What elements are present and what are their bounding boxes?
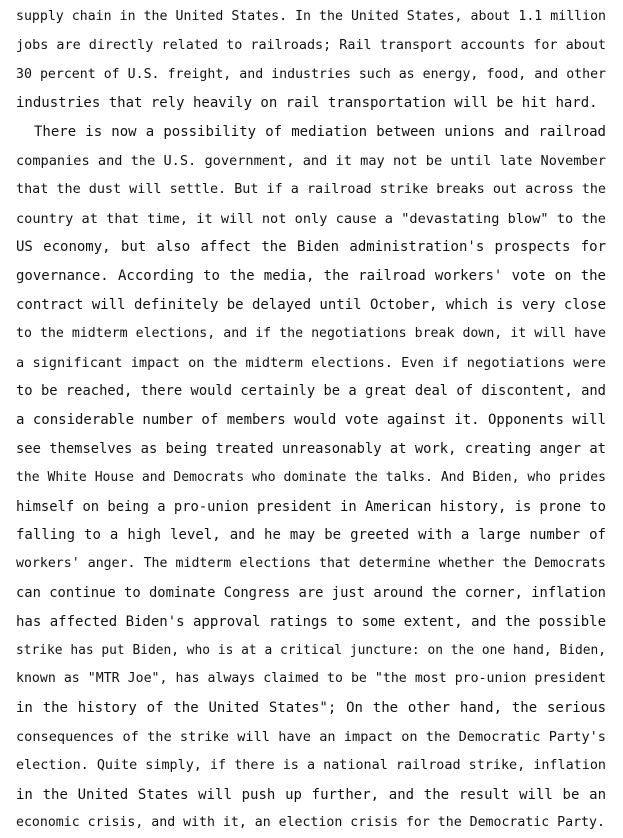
text-line-4: industries that rely heavily on rail transportation will be hit hard. — [16, 95, 598, 112]
text-line-28: in the United States will push up further, and the result will be an — [16, 786, 606, 803]
text-line-14: to be reached, there would certainly be a great deal of discontent, and — [16, 383, 606, 400]
text-line-20: workers' anger. The midterm elections that determine whether the Democrats — [16, 556, 606, 572]
text-line-17: the White House and Democrats who dominate the talks. And Biden, who prides — [16, 469, 606, 485]
text-line-19: falling to a high level, and he may be greeted with a large number of — [16, 527, 606, 544]
text-line-15: a considerable number of members would vote against it. Opponents will — [16, 412, 607, 429]
text-line-3: 30 percent of U.S. freight, and industries such as energy, food, and other — [16, 66, 606, 82]
text-line-10: governance. According to the media, the railroad workers' vote on the — [16, 268, 606, 285]
text-line-24: known as "MTR Joe", has always claimed to be "the most pro-union president — [16, 671, 606, 687]
text-line-12: to the midterm elections, and if the negotiations break down, it will have — [16, 325, 606, 341]
text-line-11: contract will definitely be delayed until October, which is very close — [16, 296, 607, 313]
text-line-16: see themselves as being treated unreasonably at work, creating anger at — [16, 440, 606, 457]
article-text — [16, 3, 606, 838]
text-line-21: can continue to dominate Congress are just around the corner, inflation — [16, 584, 606, 601]
text-line-13: a significant impact on the midterm elections. Even if negotiations were — [16, 354, 606, 371]
text-line-2: jobs are directly related to railroads; Rail transport accounts for about — [16, 37, 606, 53]
text-line-6: companies and the U.S. government, and it may not be until late November — [16, 152, 606, 169]
text-line-7: that the dust will settle. But if a railroad strike breaks out across the — [16, 181, 606, 197]
text-line-29: economic crisis, and with it, an election crisis for the Democratic Party. — [16, 815, 605, 831]
text-line-22: has affected Biden's approval ratings to some extent, and the possible — [16, 613, 607, 630]
text-line-23: strike has put Biden, who is at a critical juncture: on the one hand, Biden, — [16, 642, 606, 658]
text-line-5: There is now a possibility of mediation between unions and railroad — [34, 124, 606, 141]
text-line-8: country at that time, it will not only cause a "devastating blow" to the — [16, 210, 606, 227]
text-line-25: in the history of the United States"; On the other hand, the serious — [16, 700, 606, 717]
text-line-18: himself on being a pro-union president in American history, is prone to — [16, 498, 606, 515]
text-line-1: supply chain in the United States. In the United States, about 1.1 million — [16, 9, 606, 24]
text-line-27: election. Quite simply, if there is a national railroad strike, inflation — [16, 757, 606, 773]
text-line-26: consequences of the strike will have an impact on the Democratic Party's — [16, 728, 606, 745]
text-line-9: US economy, but also affect the Biden administration's prospects for — [16, 239, 606, 256]
